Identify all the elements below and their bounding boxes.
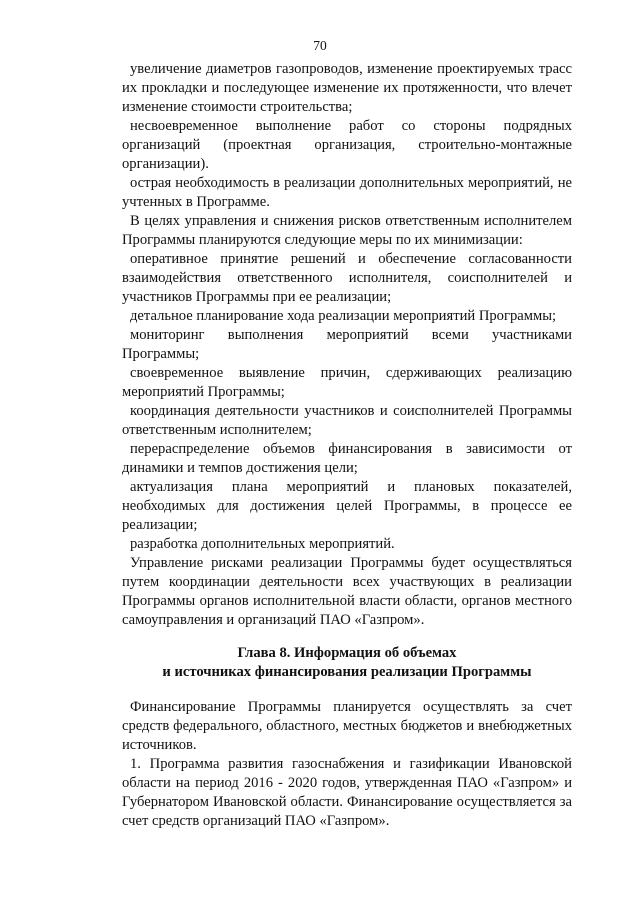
- paragraph-measure-additional: разработка дополнительных мероприятий.: [130, 536, 395, 552]
- paragraph-measure-causes: своевременное выявление причин, сдерживающих реализацию мероприятий Программы;: [122, 365, 572, 400]
- paragraph-risk-pipe-diameter: увеличение диаметров газопроводов, изменение проектируемых трасс их прокладки и последующее изменение их протяженности, что влечет изменение стоимости строительства;: [122, 61, 572, 115]
- paragraph-risk-management: Управление рисками реализации Программы будет осуществляться путем координации деятельности всех участвующих в реализации Программы органов исполнительной власти области, органов местного самоуправления и организаций ПАО «Газпром».: [122, 555, 572, 628]
- paragraph-measure-decisions: оперативное принятие решений и обеспечение согласованности взаимодействия ответственного исполнителя, соисполнителей и участников Программы при ее реализации;: [122, 251, 572, 305]
- paragraph-measure-plan-update: актуализация плана мероприятий и плановых показателей, необходимых для достижения целей Программы, в процессе ее реализации;: [122, 479, 572, 533]
- paragraph-financing-intro: Финансирование Программы планируется осуществлять за счет средств федерального, областного, местных бюджетов и внебюджетных источников.: [122, 699, 572, 753]
- chapter-heading-line-2: и источниках финансирования реализации Программы: [162, 664, 532, 680]
- page-number: 70: [313, 38, 327, 53]
- paragraph-risk-contractors: несвоевременное выполнение работ со стороны подрядных организаций (проектная организация, строительно-монтажные организации).: [122, 118, 572, 172]
- paragraph-measure-coordination: координация деятельности участников и соисполнителей Программы ответственным исполнителем;: [122, 403, 572, 438]
- paragraph-risk-mitigation-intro: В целях управления и снижения рисков ответственным исполнителем Программы планируются следующие меры по их минимизации:: [122, 213, 572, 248]
- chapter-heading-line-1: Глава 8. Информация об объемах: [237, 645, 457, 661]
- paragraph-measure-planning: детальное планирование хода реализации мероприятий Программы;: [130, 308, 557, 324]
- paragraph-financing-item-1: 1. Программа развития газоснабжения и газификации Ивановской области на период 2016 - 2020 годов, утвержденная ПАО «Газпром» и Губернатором Ивановской области. Финансирование осуществляется за счет средств организаций ПАО «Газпром».: [122, 756, 572, 829]
- document-body: [122, 60, 572, 831]
- paragraph-risk-additional-measures: острая необходимость в реализации дополнительных мероприятий, не учтенных в Программе.: [122, 175, 572, 210]
- chapter-heading: [122, 644, 572, 682]
- paragraph-measure-redistribution: перераспределение объемов финансирования в зависимости от динамики и темпов достижения цели;: [122, 441, 572, 476]
- paragraph-measure-monitoring: мониторинг выполнения мероприятий всеми участниками Программы;: [122, 327, 572, 362]
